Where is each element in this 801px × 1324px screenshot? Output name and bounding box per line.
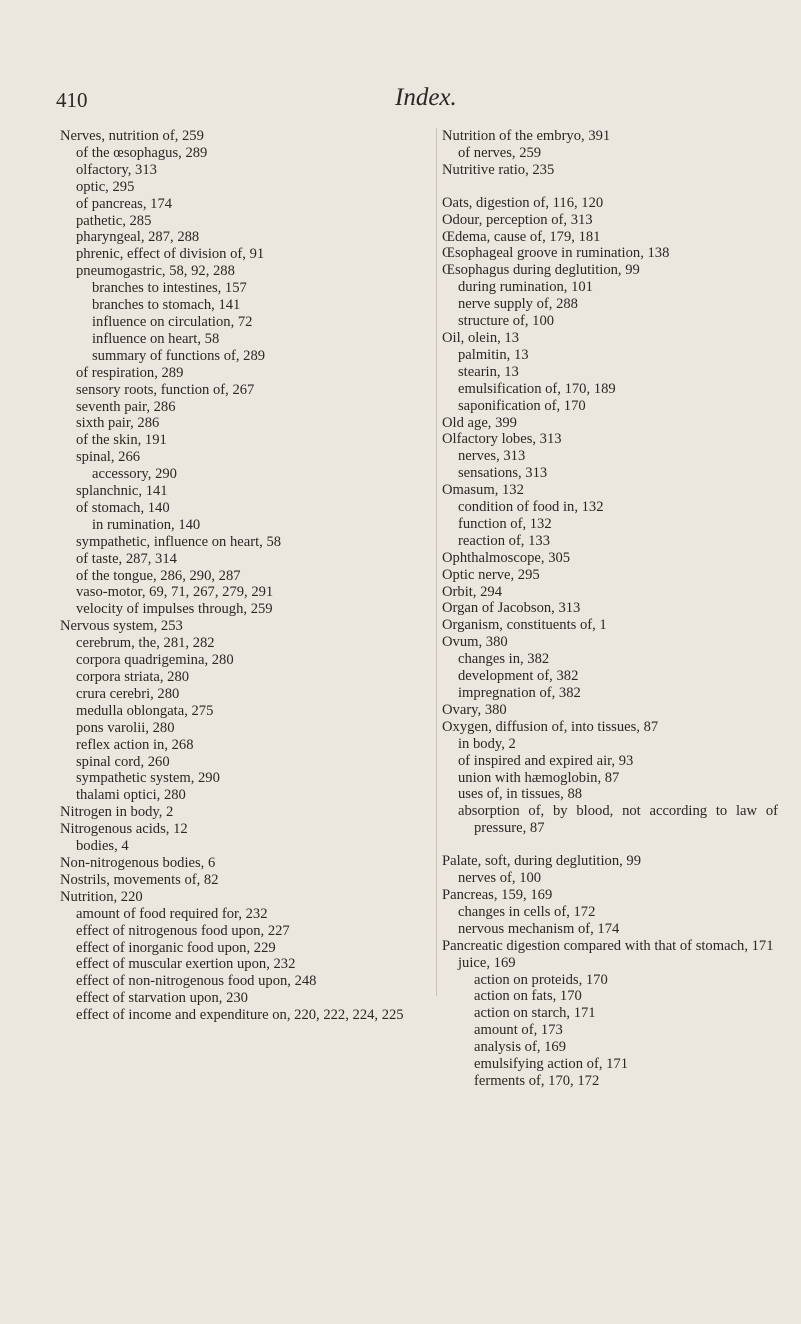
index-subentry: of the skin, 191 — [76, 432, 167, 449]
index-heading: Oxygen, diffusion of, into tissues, 87 — [442, 718, 659, 735]
index-heading: Œdema, cause of, 179, 181 — [442, 228, 601, 245]
index-subentry: of the tongue, 286, 290, 287 — [76, 567, 241, 584]
index-subentry: changes in, 382 — [458, 651, 550, 668]
index-heading: Nutritive ratio, 235 — [442, 161, 555, 178]
index-heading: Odour, perception of, 313 — [442, 211, 593, 228]
index-subentry: uses of, in tissues, 88 — [458, 786, 583, 803]
index-subentry: sensations, 313 — [458, 465, 548, 482]
index-subentry: seventh pair, 286 — [76, 398, 176, 415]
index-subentry: of taste, 287, 314 — [76, 550, 177, 567]
index-subentry: saponification of, 170 — [458, 397, 586, 414]
index-subentry: bodies, 4 — [76, 838, 129, 855]
index-subentry: reaction of, 133 — [458, 532, 550, 549]
index-subentry: vaso-motor, 69, 71, 267, 279, 291 — [76, 584, 274, 601]
index-heading: Omasum, 132 — [442, 482, 524, 499]
index-subentry: spinal, 266 — [76, 449, 141, 466]
index-subentry: sensory roots, function of, 267 — [76, 381, 255, 398]
index-subentry: stearin, 13 — [458, 363, 519, 380]
index-column-right — [442, 128, 778, 1090]
index-subentry: influence on circulation, 72 — [92, 313, 253, 330]
index-subentry: emulsifying action of, 171 — [474, 1056, 629, 1073]
index-subentry: effect of nitrogenous food upon, 227 — [76, 922, 290, 939]
index-heading: Organ of Jacobson, 313 — [442, 600, 581, 617]
index-subentry: nerve supply of, 288 — [458, 296, 578, 313]
index-heading: Pancreatic digestion compared with that of stomach, 171 — [442, 937, 774, 954]
index-heading: Organism, constituents of, 1 — [442, 617, 607, 634]
index-subentry: in rumination, 140 — [92, 516, 201, 533]
index-subentry: of stomach, 140 — [76, 499, 170, 516]
index-heading: Non-nitrogenous bodies, 6 — [60, 854, 216, 871]
index-subentry: cerebrum, the, 281, 282 — [76, 635, 215, 652]
section-gap — [442, 837, 778, 853]
index-heading: Nostrils, movements of, 82 — [60, 871, 219, 888]
index-subentry: velocity of impulses through, 259 — [76, 601, 273, 618]
index-subentry: effect of inorganic food upon, 229 — [76, 939, 276, 956]
index-subentry: nervous mechanism of, 174 — [458, 920, 620, 937]
index-subentry: in body, 2 — [458, 735, 516, 752]
index-subentry: changes in cells of, 172 — [458, 903, 596, 920]
index-heading: Nitrogenous acids, 12 — [60, 821, 188, 838]
index-subentry: of inspired and expired air, 93 — [458, 752, 634, 769]
index-subentry: effect of non-nitrogenous food upon, 248 — [76, 973, 317, 990]
index-subentry: function of, 132 — [458, 515, 552, 532]
index-subentry: pneumogastric, 58, 92, 288 — [76, 263, 235, 280]
index-subentry: impregnation of, 382 — [458, 685, 581, 701]
index-heading: Nervous system, 253 — [60, 618, 183, 635]
index-subentry: sympathetic, influence on heart, 58 — [76, 533, 282, 550]
index-subentry: pons varolii, 280 — [76, 719, 175, 736]
index-subentry: nerves of, 100 — [458, 870, 542, 887]
index-subentry: summary of functions of, 289 — [92, 347, 266, 364]
index-heading: Œsophageal groove in rumination, 138 — [442, 245, 670, 262]
index-heading: Nutrition of the embryo, 391 — [442, 128, 611, 144]
index-subentry: of pancreas, 174 — [76, 195, 173, 212]
index-subentry: of respiration, 289 — [76, 364, 184, 381]
index-subentry: nerves, 313 — [458, 448, 526, 465]
index-subentry: spinal cord, 260 — [76, 753, 170, 770]
index-subentry: effect of income and expenditure on, 220, 222, 224, 225 — [76, 1007, 404, 1024]
index-subentry: branches to intestines, 157 — [92, 280, 247, 297]
running-title: Index. — [395, 84, 457, 111]
index-subentry: effect of muscular exertion upon, 232 — [76, 956, 296, 973]
index-heading: Orbit, 294 — [442, 583, 502, 600]
index-subentry: analysis of, 169 — [474, 1039, 567, 1056]
index-subentry: pathetic, 285 — [76, 212, 152, 229]
index-heading: Olfactory lobes, 313 — [442, 431, 562, 448]
index-subentry: sixth pair, 286 — [76, 415, 160, 432]
index-subentry: splanchnic, 141 — [76, 483, 168, 500]
index-subentry: optic, 295 — [76, 178, 135, 195]
index-subentry: ferments of, 170, 172 — [474, 1072, 600, 1089]
index-subentry: of nerves, 259 — [458, 144, 542, 161]
page-number: 410 — [56, 88, 88, 112]
index-heading: Palate, soft, during deglutition, 99 — [442, 853, 642, 870]
index-heading: Pancreas, 159, 169 — [442, 886, 553, 903]
index-column-left — [60, 128, 430, 1024]
index-subentry: corpora quadrigemina, 280 — [76, 652, 234, 669]
index-subentry: olfactory, 313 — [76, 161, 157, 178]
index-subentry: condition of food in, 132 — [458, 499, 604, 516]
index-heading: Nutrition, 220 — [60, 888, 143, 905]
index-subentry: effect of starvation upon, 230 — [76, 990, 248, 1007]
index-subentry: palmitin, 13 — [458, 346, 529, 363]
index-heading: Oil, olein, 13 — [442, 329, 520, 346]
index-heading: Optic nerve, 295 — [442, 566, 540, 583]
index-subentry: accessory, 290 — [92, 466, 177, 483]
index-heading: Ophthalmoscope, 305 — [442, 549, 571, 566]
index-heading: Nitrogen in body, 2 — [60, 804, 174, 821]
index-subentry: absorption of, by blood, not according to law of pressure, 87 — [458, 803, 778, 837]
index-heading: Ovary, 380 — [442, 701, 507, 718]
index-subentry: amount of food required for, 232 — [76, 905, 268, 922]
index-subentry: during rumination, 101 — [458, 279, 593, 296]
index-subentry: influence on heart, 58 — [92, 330, 220, 347]
index-subentry: corpora striata, 280 — [76, 669, 190, 685]
page-header — [0, 84, 801, 118]
index-heading: Old age, 399 — [442, 414, 517, 431]
column-divider — [436, 128, 437, 996]
index-subentry: structure of, 100 — [458, 313, 555, 330]
index-subentry: juice, 169 — [458, 954, 516, 971]
index-subentry: thalami optici, 280 — [76, 787, 186, 804]
index-subentry: of the œsophagus, 289 — [76, 144, 208, 161]
index-subentry: amount of, 173 — [474, 1022, 563, 1039]
index-subentry: action on fats, 170 — [474, 988, 582, 1005]
section-gap — [442, 179, 778, 195]
index-subentry: action on starch, 171 — [474, 1005, 596, 1022]
index-subentry: branches to stomach, 141 — [92, 297, 241, 314]
index-heading: Œsophagus during deglutition, 99 — [442, 262, 640, 279]
index-heading: Ovum, 380 — [442, 634, 508, 651]
index-subentry: emulsification of, 170, 189 — [458, 380, 616, 397]
index-heading: Nerves, nutrition of, 259 — [60, 128, 204, 144]
index-subentry: reflex action in, 268 — [76, 736, 194, 753]
index-subentry: medulla oblongata, 275 — [76, 702, 214, 719]
index-subentry: phrenic, effect of division of, 91 — [76, 246, 265, 263]
index-subentry: crura cerebri, 280 — [76, 685, 180, 702]
index-subentry: sympathetic system, 290 — [76, 770, 220, 787]
index-subentry: action on proteids, 170 — [474, 971, 608, 988]
index-subentry: pharyngeal, 287, 288 — [76, 229, 200, 246]
index-subentry: union with hæmoglobin, 87 — [458, 769, 620, 786]
index-subentry: development of, 382 — [458, 668, 579, 685]
index-heading: Oats, digestion of, 116, 120 — [442, 194, 604, 211]
